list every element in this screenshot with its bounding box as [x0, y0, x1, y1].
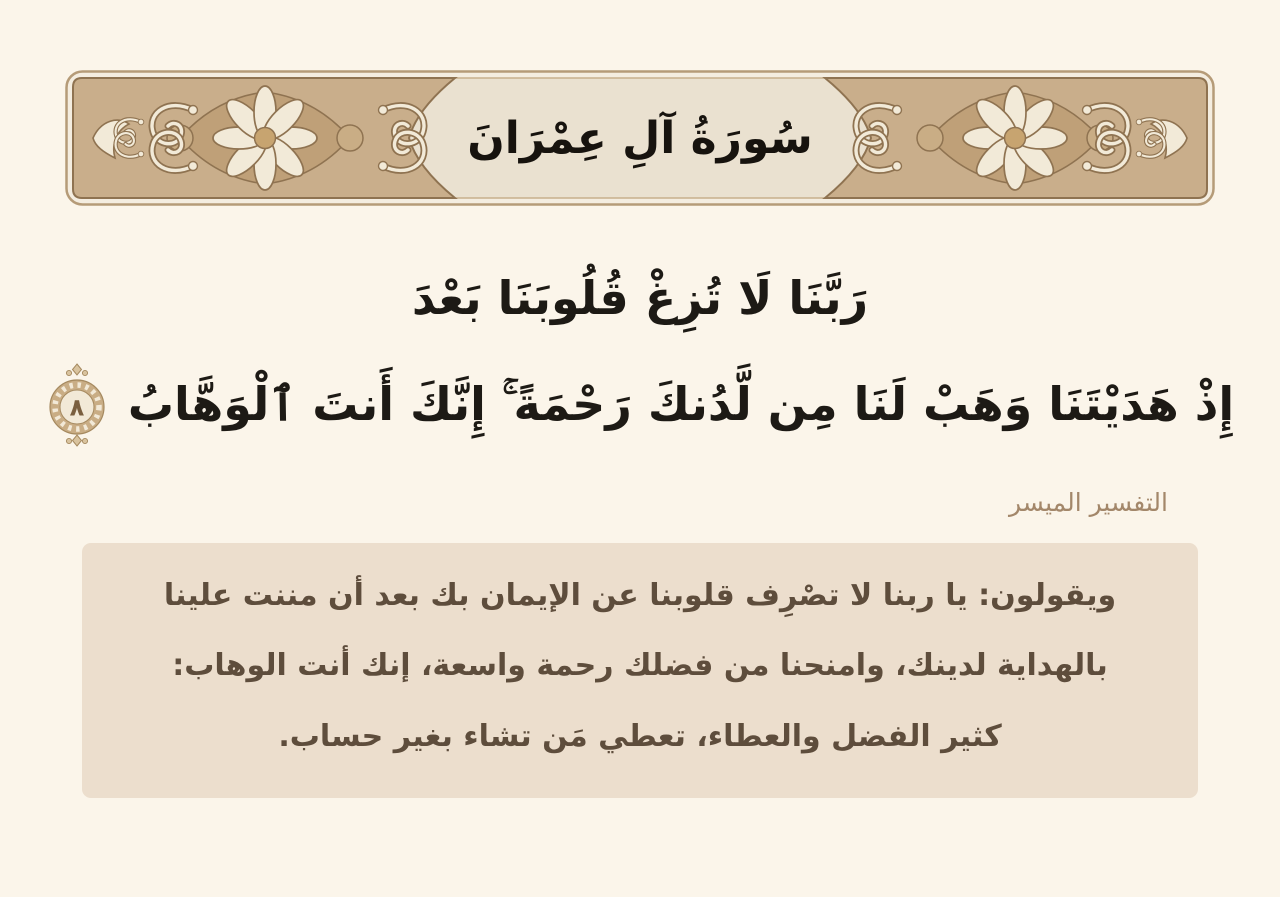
- tafsir-source-label: التفسير الميسر: [1009, 487, 1168, 517]
- banner-left-arabesque-icon: [73, 78, 455, 198]
- banner-right-arabesque-icon: [825, 78, 1207, 198]
- surah-header-banner: [65, 70, 1215, 206]
- tafsir-box: [82, 543, 1198, 799]
- verse-number-medallion-icon: [46, 361, 108, 449]
- verse-text: [0, 246, 1280, 458]
- verse-number: ٨: [69, 393, 85, 422]
- tafsir-text: ويقولون: يا ربنا لا تصْرِف قلوبنا عن الإيمان بك بعد أن مننت علينا بالهداية لدينك، وامنحنا من فضلك رحمة واسعة، إنك أنت الوهاب: كثير الفضل والعطاء، تعطي مَن تشاء بغير حساب.: [163, 577, 1117, 754]
- surah-title: سُورَةُ آلِ عِمْرَانَ: [467, 112, 813, 164]
- verse-line-2-text: إِذْ هَدَيْتَنَا وَهَبْ لَنَا مِن لَّدُنكَ رَحْمَةً ۚ إِنَّكَ أَنتَ ٱلْوَهَّابُ: [127, 376, 1235, 431]
- verse-line-1: رَبَّنَا لَا تُزِغْ قُلُوبَنَا بَعْدَ: [411, 271, 869, 325]
- banner-ornament-frame: [65, 70, 1215, 206]
- verse-line-2: [0, 352, 1280, 458]
